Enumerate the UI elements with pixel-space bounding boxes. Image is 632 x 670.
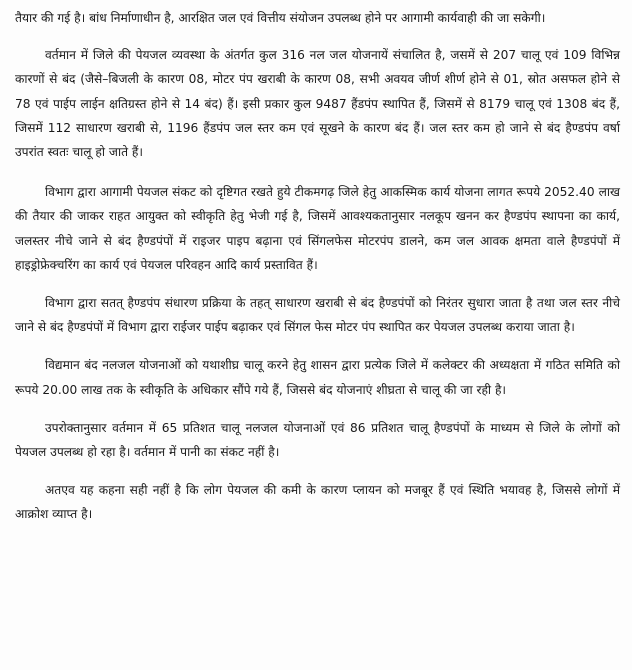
paragraph-dam-status: तैयार की गई है। बांध निर्माणाधीन है, आरक्षित जल एवं वित्तीय संयोजन उपलब्ध होने पर आगामी कार्यवाही की जा सकेगी।: [15, 11, 546, 25]
paragraph-current-coverage: उपरोक्तानुसार वर्तमान में 65 प्रतिशत चालू नलजल योजनाओं एवं 86 प्रतिशत चालू हैण्डपंपों के माध्यम से जिले के लोगों को पेयजल उपलब्ध हो रहा है। वर्तमान में पानी का संकट नहीं है।: [15, 420, 620, 460]
paragraph-water-supply-status: वर्तमान में जिले की पेयजल व्यवस्था के अंतर्गत कुल 316 नल जल योजनायें संचालित है, जसमें से 207 चालू एवं 109 विभिन्न कारणों से बंद (जैसे–बिजली के कारण 08, मोटर पंप खराबी के कारण 08, सभी अवयव जीर्ण शीर्ण होने से 01, स्रोत असफल होने से 78 एवं पाईप लाईन क्षतिग्रस्त होने से 14 बंद) हैं। इसी प्रकार कुल 9487 हैंडपंप स्थापित हैं, जिसमें से 8179 चालू एवं 1308 बंद हैं, जिसमें 112 साधारण खराबी से, 1196 हैंडपंप जल स्तर कम एवं सूखने के कारण बंद हैं। जल स्तर कम हो जाने से बंद हैण्डपंप वर्षा उपरांत स्वतः चालू हो जाते हैं।: [15, 48, 620, 160]
paragraph-conclusion: अतएव यह कहना सही नहीं है कि लोग पेयजल की कमी के कारण प्लायन को मजबूर हैं एवं स्थिति भयावह है, जिससे लोगों में आक्रोश व्याप्त है।: [15, 483, 620, 522]
paragraph-committee-authority: विद्यमान बंद नलजल योजनाओं को यथाशीघ्र चालू करने हेतु शासन द्वारा प्रत्येक जिले में कलेक्टर की अध्यक्षता में गठित समिति को रूपये 20.00 लाख तक के स्वीकृति के अधिकार सौंपे गये हैं, जिससे बंद योजनाएं शीघ्रता से चालू की जा रही है।: [15, 358, 620, 397]
paragraph-handpump-maintenance: विभाग द्वारा सतत् हैण्डपंप संधारण प्रक्रिया के तहत् साधारण खराबी से बंद हैण्डपंपों को निरंतर सुधारा जाता है तथा जल स्तर नीचे जाने से बंद हैण्डपंपों में विभाग द्वारा राईजर पाईप बढ़ाकर एवं सिंगल फेस मोटर पंप स्थापित कर पेयजल उपलब्ध कराया जाता है।: [15, 296, 620, 335]
paragraph-contingency-plan: विभाग द्वारा आगामी पेयजल संकट को दृष्टिगत रखते हुये टीकमगढ़ जिले हेतु आकस्मिक कार्य योजना लागत रूपये 2052.40 लाख की तैयार की जाकर राहत आयुक्त को स्वीकृति हेतु भेजी गई है, जिसमें आवश्यकतानुसार नलकूप खनन कर हैण्डपंप स्थापना का कार्य, जलस्तर नीचे जाने से बंद हैण्डपंपों में राइजर पाइप बढ़ाना एवं सिंगलफेस मोटरपंप डालने, कम जल आवक क्षमता वाले हैण्डपंपों में हाइड्रोफ्रेक्चरिंग का कार्य एवं पेयजल परिवहन आदि कार्य प्रस्तावित हैं।: [15, 185, 620, 272]
